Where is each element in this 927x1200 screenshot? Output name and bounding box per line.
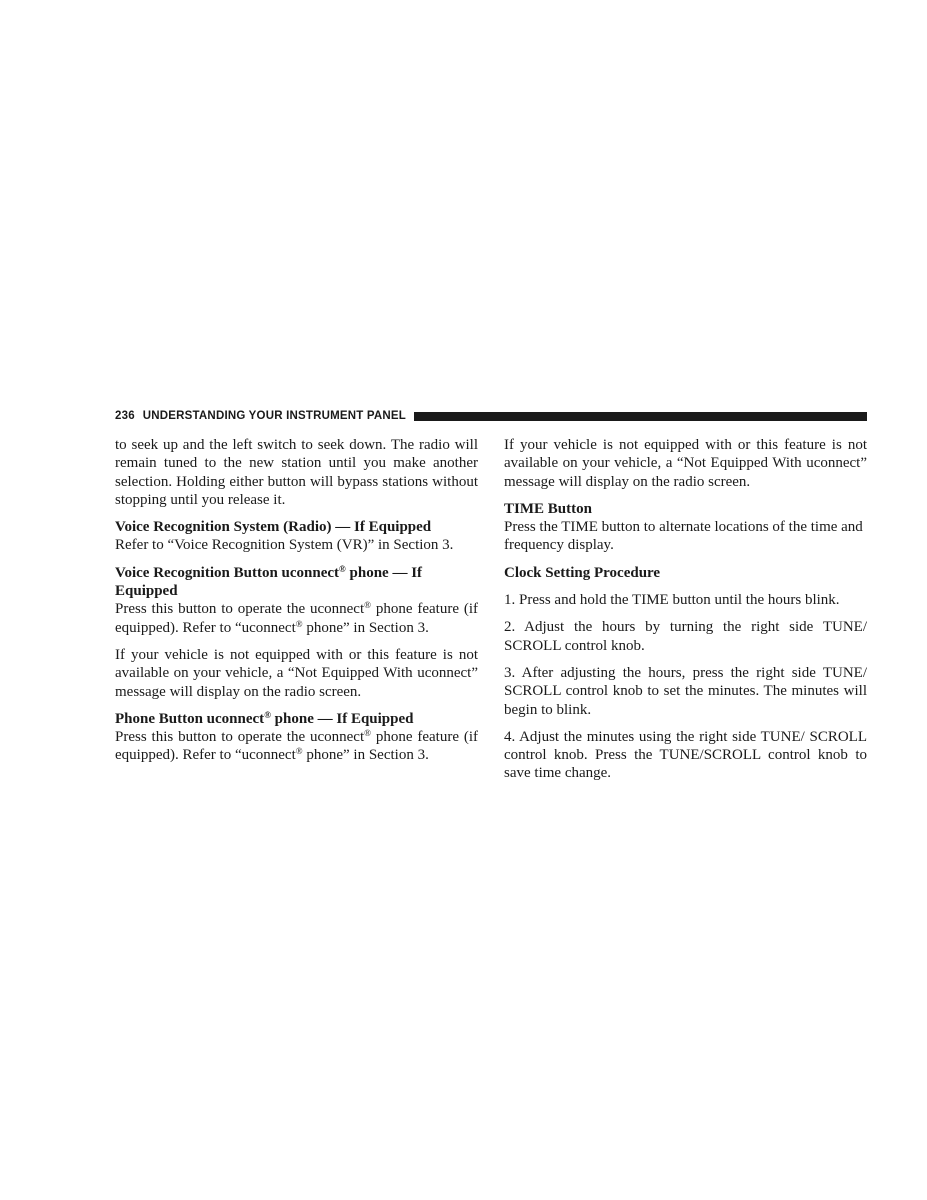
not-equipped-paragraph: If your vehicle is not equipped with or this feature is not available on your vehicle, a “Not Equipped With uconnect” message will display on the radio screen. <box>115 646 478 700</box>
time-button-heading: TIME Button <box>504 500 592 517</box>
right-column <box>504 436 867 792</box>
clock-step: 3. After adjusting the hours, press the right side TUNE/ SCROLL control knob to set the minutes. The minutes will begin to blink. <box>504 664 867 718</box>
vr-button-body: Press this button to operate the uconnect® phone feature (if equipped). Refer to “uconnect® phone” in Section 3. <box>115 600 478 636</box>
clock-step: 4. Adjust the minutes using the right side TUNE/ SCROLL control knob. Press the TUNE/SCROLL control knob to save time change. <box>504 728 867 782</box>
vr-system-section <box>115 518 478 555</box>
clock-step: 1. Press and hold the TIME button until the hours blink. <box>504 592 840 609</box>
phone-button-section <box>115 710 478 765</box>
vr-system-heading: Voice Recognition System (Radio) — If Equipped <box>115 519 432 536</box>
phone-button-heading: Phone Button uconnect® phone — If Equipped <box>115 709 414 727</box>
clock-step: 2. Adjust the hours by turning the right side TUNE/ SCROLL control knob. <box>504 619 867 654</box>
time-button-section <box>504 500 867 555</box>
seek-paragraph: to seek up and the left switch to seek down. The radio will remain tuned to the new station until you make another selection. Holding either button will bypass stations without stopping until you release it. <box>115 437 478 508</box>
phone-button-body: Press this button to operate the uconnect® phone feature (if equipped). Refer to “uconnect® phone” in Section 3. <box>115 728 478 764</box>
vr-system-body: Refer to “Voice Recognition System (VR)” in Section 3. <box>115 537 454 554</box>
header-rule <box>414 412 867 421</box>
clock-setting-heading: Clock Setting Procedure <box>504 564 661 581</box>
page-number: 236 <box>115 410 135 422</box>
page-header <box>115 408 867 424</box>
section-title: UNDERSTANDING YOUR INSTRUMENT PANEL <box>142 410 406 422</box>
time-button-body: Press the TIME button to alternate locations of the time and frequency display. <box>504 519 863 554</box>
left-column <box>115 436 478 774</box>
not-equipped-paragraph: If your vehicle is not equipped with or this feature is not available on your vehicle, a “Not Equipped With uconnect” message will display on the radio screen. <box>504 437 867 490</box>
vr-button-heading: Voice Recognition Button uconnect® phone — If Equipped <box>115 563 423 600</box>
vr-button-section <box>115 564 478 637</box>
